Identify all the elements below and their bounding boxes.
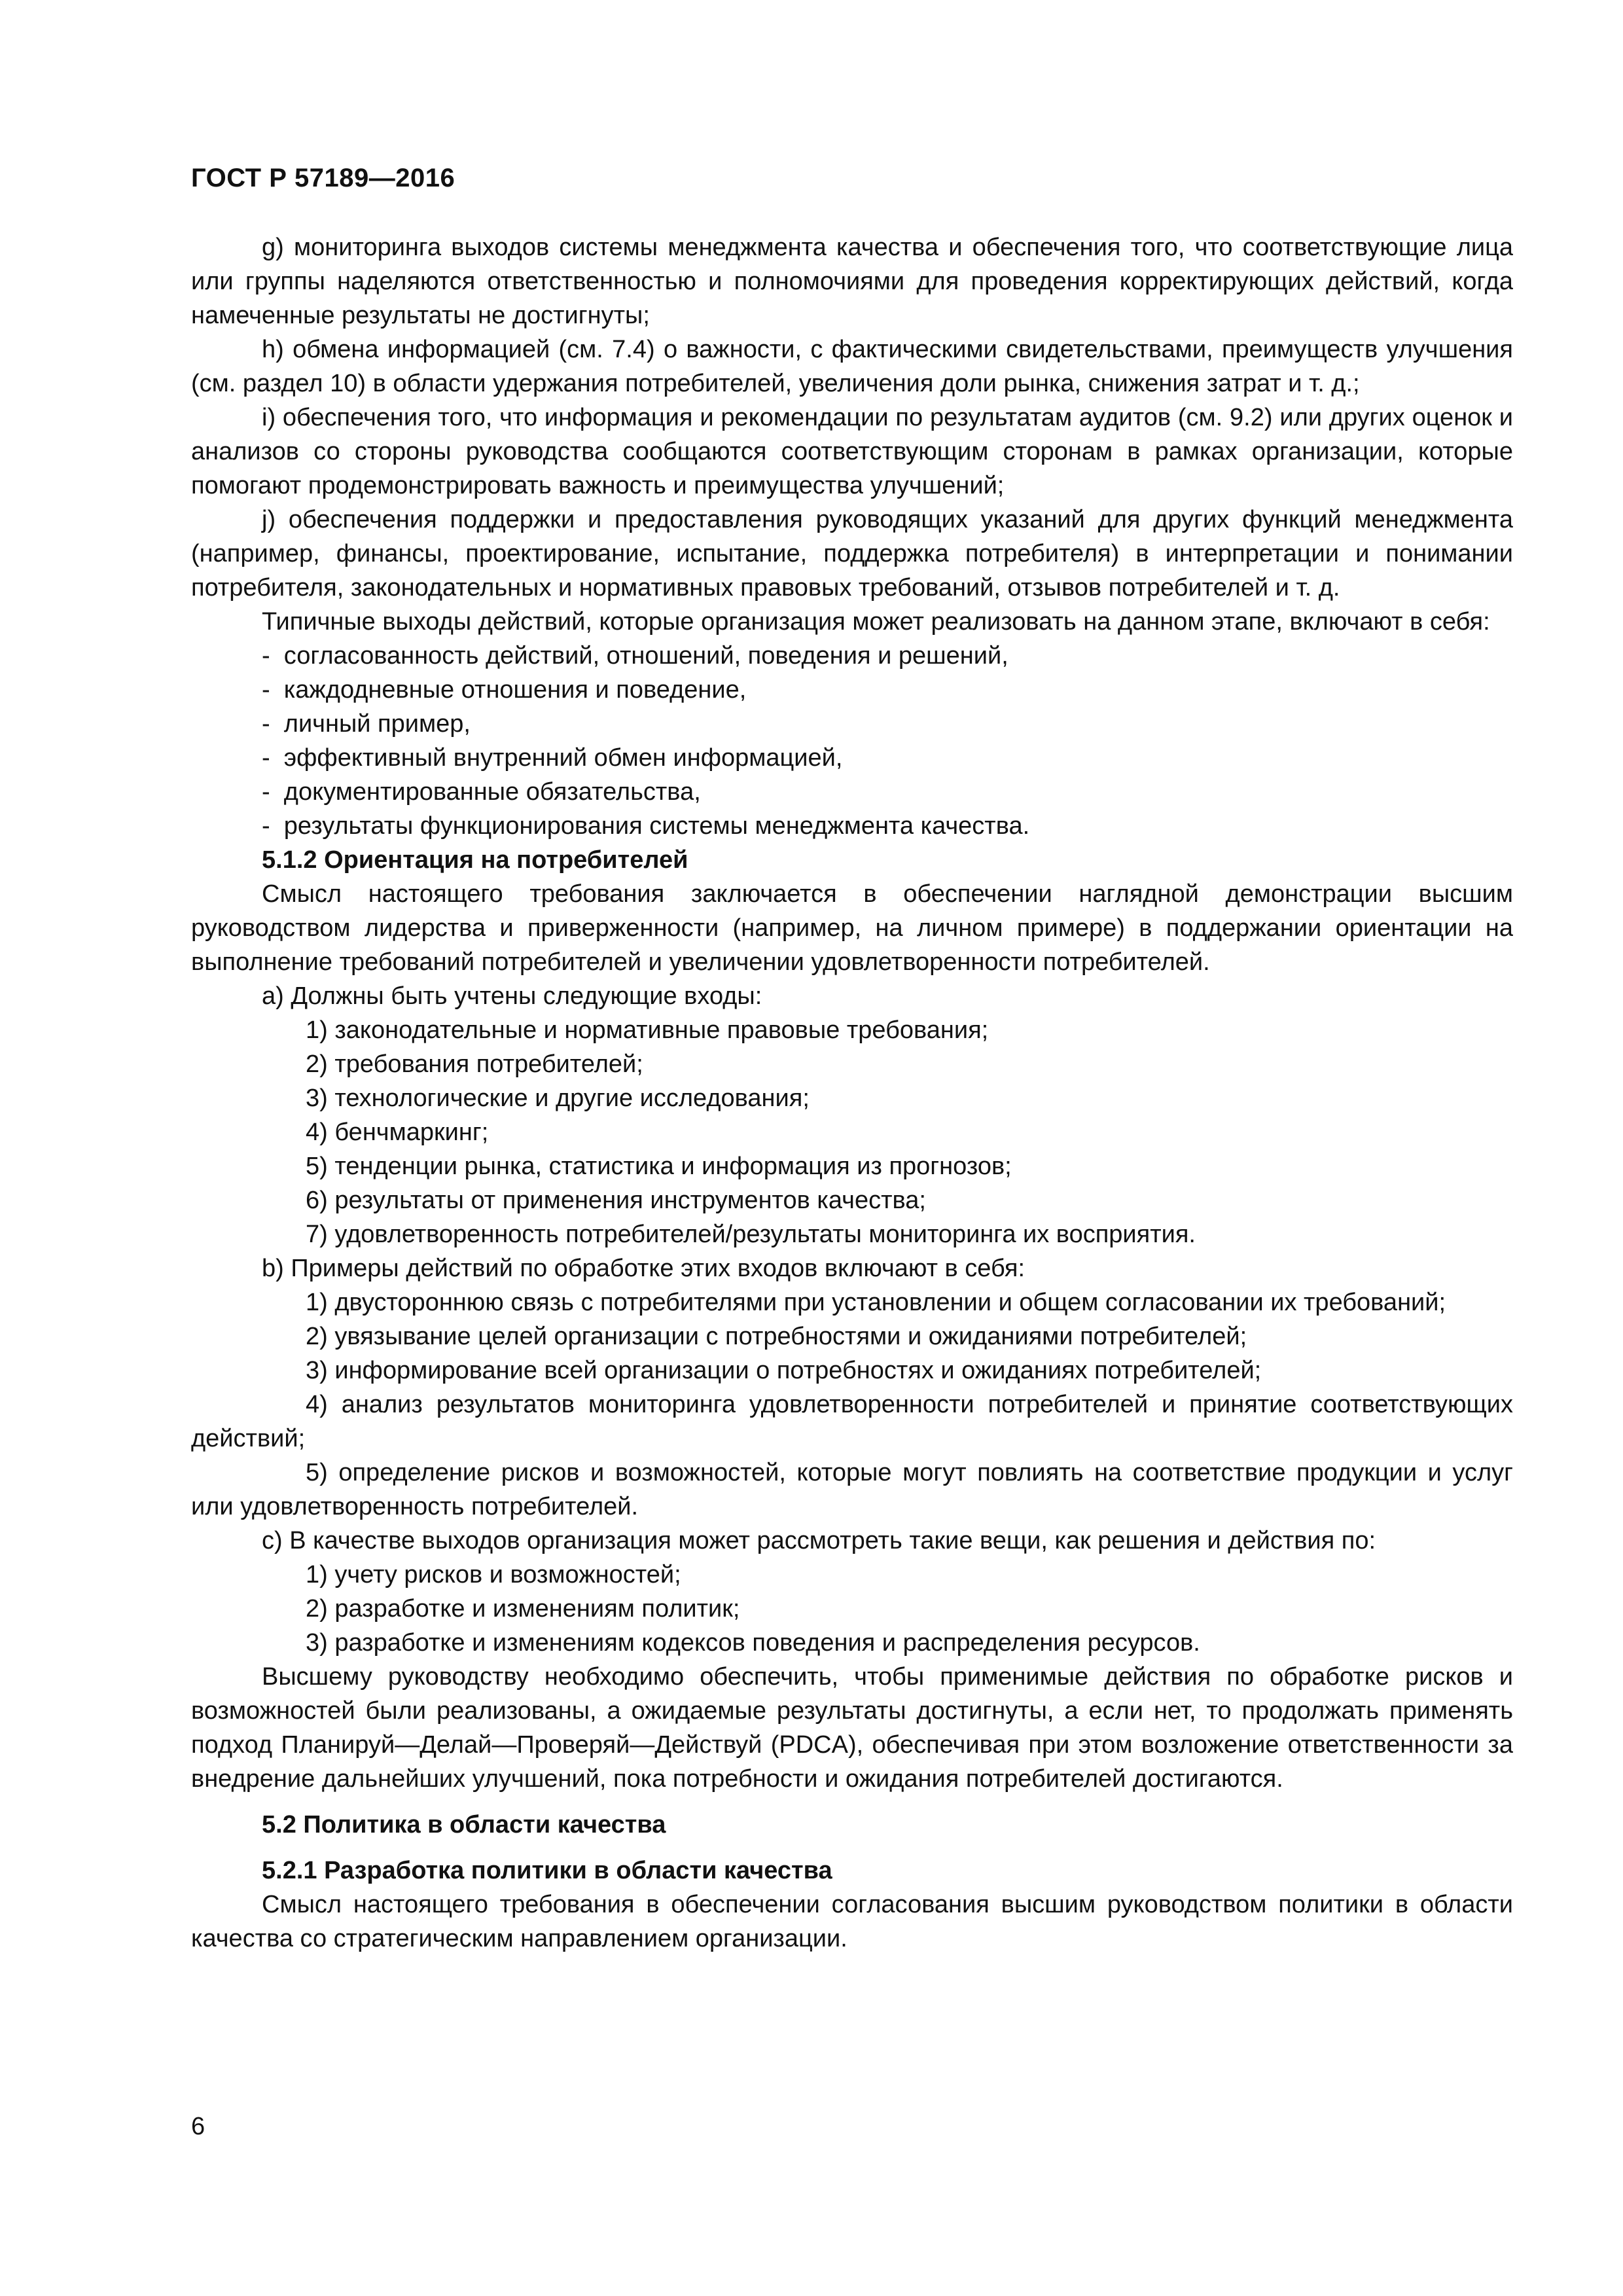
section-5-1-2-closing: Высшему руководству необходимо обеспечить, чтобы применимые действия по обработке рисков и возможностей были реализованы, а ожидаемые результаты достигнуты, а если нет, то продолжать применять подход Планируй—Делай—Проверяй—Действуй (PDCA), обеспечивая при этом возложение ответственности за внедрение дальнейших улучшений, пока потребности и ожидания потребителей достигаются. [191, 1663, 1513, 1793]
outputs-list-item: - эффективный внутренний обмен информацией, [191, 741, 1513, 775]
list-a-item: 2) требования потребителей; [306, 1050, 643, 1078]
section-5-1-2-paragraph: Смысл настоящего требования заключается в обеспечении наглядной демонстрации высшим руководством лидерства и приверженности (например, на личном примере) в поддержании ориентации на выполнение требований потребителей и увеличении удовлетворенности потребителей. [191, 880, 1513, 976]
list-c-label: c) В качестве выходов организация может рассмотреть такие вещи, как решения и действия по: [262, 1527, 1376, 1554]
page-body [191, 230, 1513, 1956]
list-c-item: 1) учету рисков и возможностей; [306, 1561, 681, 1588]
list-b-item: 3) информирование всей организации о потребностях и ожиданиях потребителей; [306, 1357, 1262, 1384]
list-c-item: 3) разработке и изменениям кодексов поведения и распределения ресурсов. [306, 1629, 1200, 1657]
list-a-item: 5) тенденции рынка, статистика и информация из прогнозов; [306, 1153, 1012, 1180]
section-5-2-1-paragraph: Смысл настоящего требования в обеспечении согласования высшим руководством политики в области качества со стратегическим направлением организации. [191, 1891, 1513, 1952]
list-a-label: a) Должны быть учтены следующие входы: [262, 982, 762, 1010]
item-g: g) мониторинга выходов системы менеджмента качества и обеспечения того, что соответствующие лица или группы наделяются ответственностью и полномочиями для проведения корректирующих действий, когда намеченные результаты не достигнуты; [191, 234, 1513, 329]
list-b-item: 1) двустороннюю связь с потребителями при установлении и общем согласовании их требований; [306, 1289, 1446, 1316]
list-b-label: b) Примеры действий по обработке этих входов включают в себя: [262, 1255, 1026, 1282]
list-a-item: 1) законодательные и нормативные правовые требования; [306, 1016, 989, 1044]
list-a-item: 3) технологические и другие исследования; [306, 1085, 810, 1112]
section-heading-5-2-1: 5.2.1 Разработка политики в области качества [262, 1857, 832, 1884]
section-heading-5-1-2: 5.1.2 Ориентация на потребителей [262, 846, 688, 874]
section-heading-5-2: 5.2 Политика в области качества [262, 1811, 666, 1839]
list-b-item: 4) анализ результатов мониторинга удовлетворенности потребителей и принятие соответствующих действий; [191, 1391, 1513, 1452]
list-a-item: 4) бенчмаркинг; [306, 1119, 489, 1146]
item-i: i) обеспечения того, что информация и рекомендации по результатам аудитов (см. 9.2) или других оценок и анализов со стороны руководства сообщаются соответствующим сторонам в рамках организации, которые помогают продемонстрировать важность и преимущества улучшений; [191, 404, 1513, 499]
item-h: h) обмена информацией (см. 7.4) о важности, с фактическими свидетельствами, преимуществ улучшения (см. раздел 10) в области удержания потребителей, увеличения доли рынка, снижения затрат и т. д.; [191, 336, 1513, 397]
item-j: j) обеспечения поддержки и предоставления руководящих указаний для других функций менеджмента (например, финансы, проектирование, испытание, поддержка потребителя) в интерпретации и понимании потребителя, законодательных и нормативных правовых требований, отзывов потребителей и т. д. [191, 506, 1513, 601]
outputs-list-item: - документированные обязательства, [191, 775, 1513, 809]
outputs-list-item: - согласованность действий, отношений, поведения и решений, [191, 639, 1513, 673]
outputs-list-item: - каждодневные отношения и поведение, [191, 673, 1513, 707]
list-c-item: 2) разработке и изменениям политик; [306, 1595, 740, 1623]
list-b-item: 2) увязывание целей организации с потребностями и ожиданиями потребителей; [306, 1323, 1247, 1350]
list-a-item: 6) результаты от применения инструментов качества; [306, 1187, 926, 1214]
document-header: ГОСТ Р 57189—2016 [191, 164, 455, 192]
list-a-item: 7) удовлетворенность потребителей/результаты мониторинга их восприятия. [306, 1221, 1196, 1248]
outputs-list-item: - результаты функционирования системы менеджмента качества. [191, 809, 1513, 843]
page-number: 6 [191, 2113, 205, 2140]
list-b-item: 5) определение рисков и возможностей, которые могут повлиять на соответствие продукции и услуг или удовлетворенность потребителей. [191, 1459, 1513, 1520]
outputs-intro: Типичные выходы действий, которые организация может реализовать на данном этапе, включают в себя: [262, 608, 1490, 636]
outputs-list-item: - личный пример, [191, 707, 1513, 741]
